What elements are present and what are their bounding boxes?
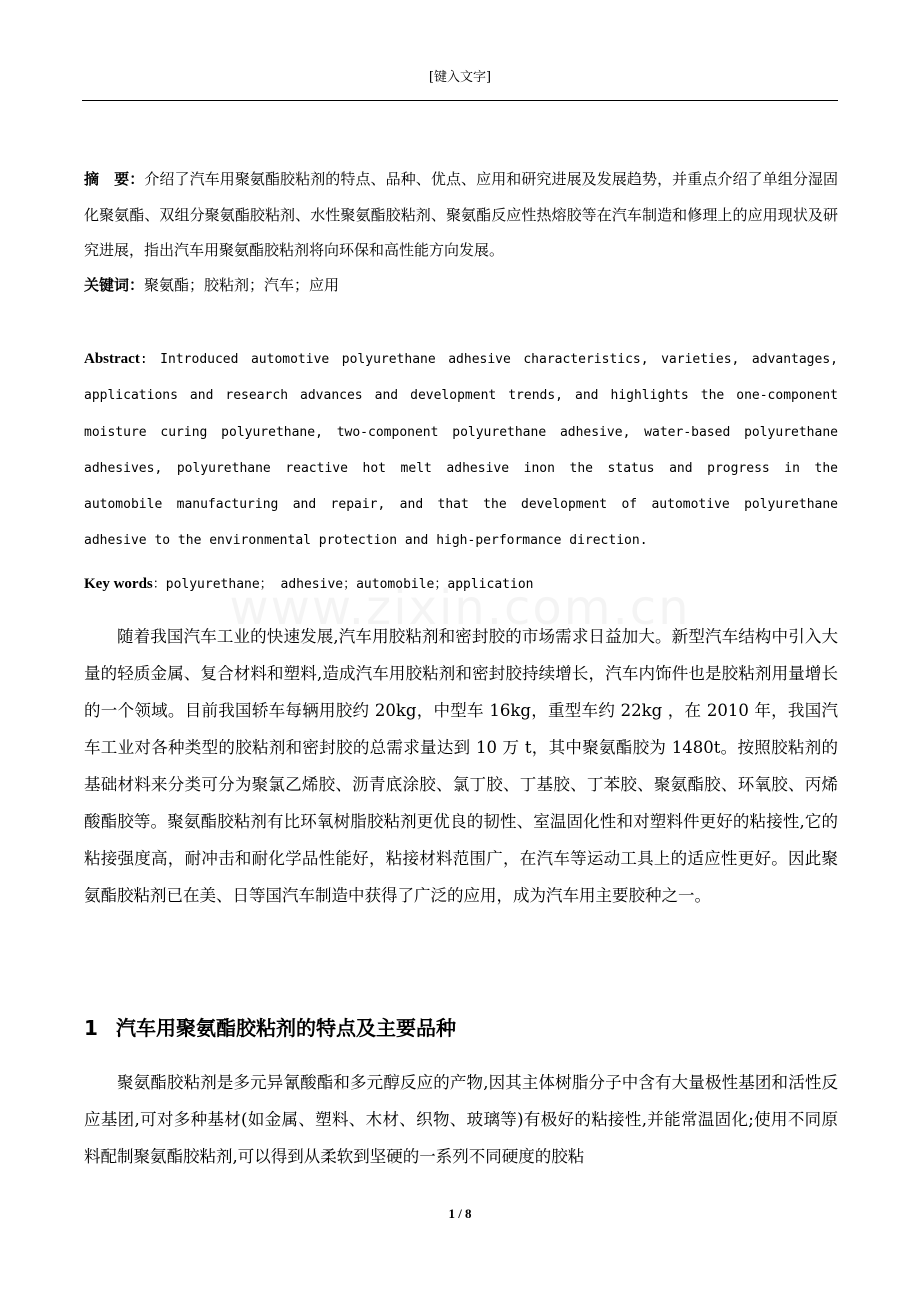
abstract-cn-label: 摘 要： (84, 170, 145, 188)
section-1-heading (84, 1013, 838, 1043)
keywords-en-text: ：polyurethane； adhesive；automobile；application (152, 577, 534, 592)
abstract-en (84, 341, 838, 560)
abstract-en-label: Abstract (84, 351, 140, 367)
keywords-en-label: Key words (84, 576, 153, 592)
keywords-cn-text: 聚氨酯；胶粘剂；汽车；应用 (144, 276, 340, 294)
keywords-cn (84, 268, 838, 304)
abstract-cn (84, 162, 838, 269)
header-divider (82, 100, 838, 101)
keywords-cn-label: 关键词： (84, 276, 145, 294)
section-1-number: 1 (84, 1016, 98, 1040)
section-1-paragraph: 聚氨酯胶粘剂是多元异氰酸酯和多元醇反应的产物,因其主体树脂分子中含有大量极性基团和活性反应基团,可对多种基材(如金属、塑料、木材、织物、玻璃等)有极好的粘接性,并能常温固化;使用不同原料配制聚氨酯胶粘剂,可以得到从柔软到坚硬的一系列不同硬度的胶粘 (84, 1073, 838, 1166)
abstract-en-text: : Introduced automotive polyurethane adhesive characteristics, varieties, advantages, applications and research advances and development trends, and highlights the one-component moisture curing polyurethane, two-component polyurethane adhesive, water-based polyurethane adhesives, polyurethane reactive hot melt adhesive inon the status and progress in the automobile manufacturing and repair, and that the development of automotive polyurethane adhesive to the environmental protection and high-performance direction. (84, 352, 838, 549)
section-1-title: 汽车用聚氨酯胶粘剂的特点及主要品种 (116, 1016, 456, 1040)
keywords-en (84, 566, 838, 603)
abstract-cn-text: 介绍了汽车用聚氨酯胶粘剂的特点、品种、优点、应用和研究进展及发展趋势，并重点介绍了单组分湿固化聚氨酯、双组分聚氨酯胶粘剂、水性聚氨酯胶粘剂、聚氨酯反应性热熔胶等在汽车制造和修理上的应用现状及研究进展，指出汽车用聚氨酯胶粘剂将向环保和高性能方向发展。 (84, 170, 838, 259)
page-header: [键入文字] (428, 70, 492, 85)
intro-paragraph: 随着我国汽车工业的快速发展,汽车用胶粘剂和密封胶的市场需求日益加大。新型汽车结构中引入大量的轻质金属、复合材料和塑料,造成汽车用胶粘剂和密封胶持续增长，汽车内饰件也是胶粘剂用量增长的一个领域。目前我国轿车每辆用胶约 20kg，中型车 16kg，重型车约 22kg ，在 2010 年，我国汽车工业对各种类型的胶粘剂和密封胶的总需求量达到 10 万 t，其中聚氨酯胶为 1480t。按照胶粘剂的基础材料来分类可分为聚氯乙烯胶、沥青底涂胶、氯丁胶、丁基胶、丁苯胶、聚氨酯胶、环氧胶、丙烯酸酯胶等。聚氨酯胶粘剂有比环氧树脂胶粘剂更优良的韧性、室温固化性和对塑料件更好的粘接性,它的粘接强度高，耐冲击和耐化学品性能好，粘接材料范围广，在汽车等运动工具上的适应性更好。因此聚氨酯胶粘剂已在美、日等国汽车制造中获得了广泛的应用，成为汽车用主要胶种之一。 (84, 627, 838, 905)
page-number: 1 / 8 (448, 1206, 472, 1221)
